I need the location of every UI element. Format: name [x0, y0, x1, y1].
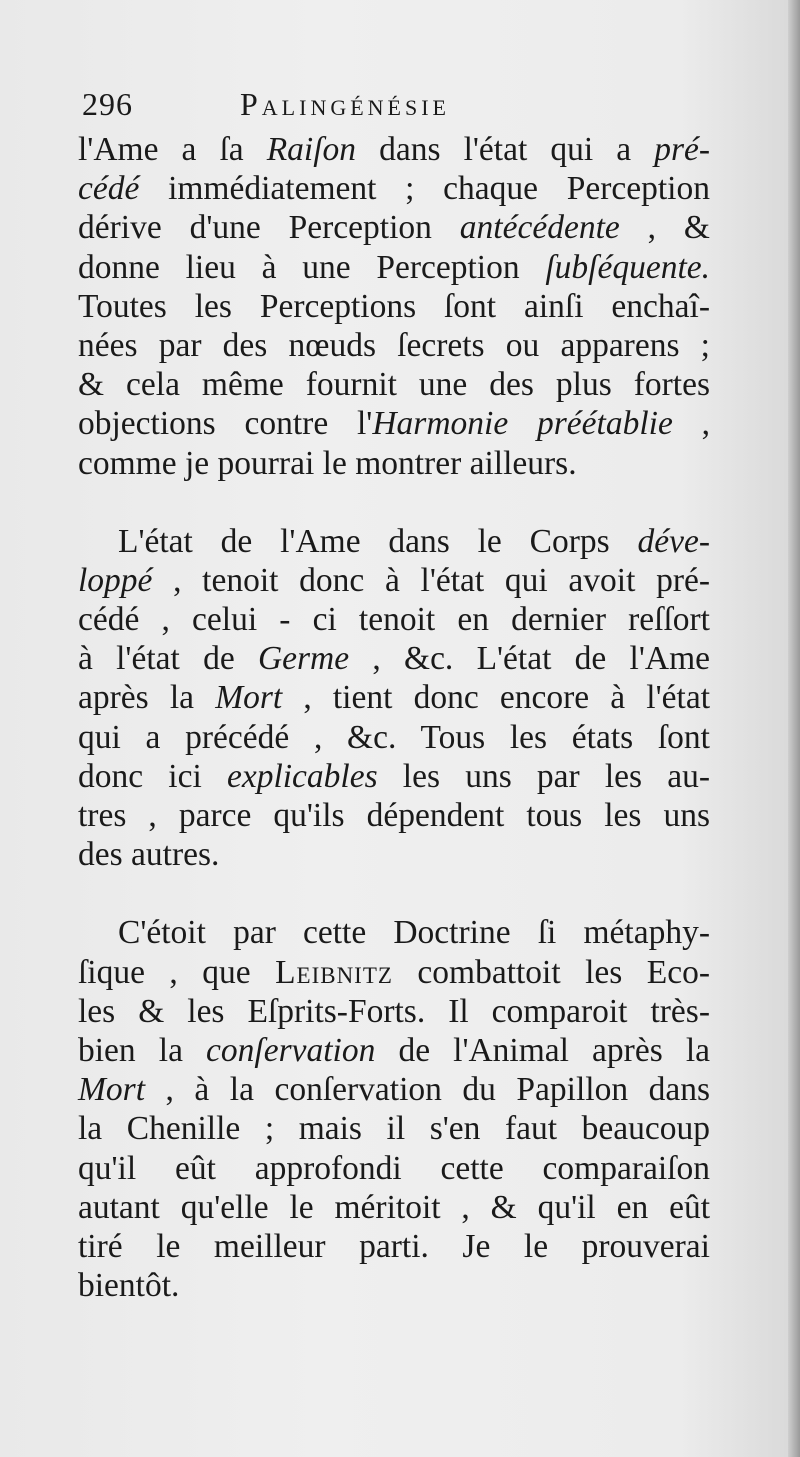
- text-line: qu'il eût approfondi cette comparaiſon: [78, 1149, 710, 1187]
- text-line: bientôt.: [78, 1267, 180, 1305]
- text-line: loppé , tenoit donc à l'état qui avoit pré-: [78, 561, 710, 599]
- text-line: nées par des nœuds ſecrets ou apparens ;: [78, 326, 710, 364]
- text-line: Toutes les Perceptions ſont ainſi enchaî-: [78, 287, 710, 325]
- running-head: Palingénésie: [240, 86, 450, 122]
- page-edge: [788, 0, 800, 1457]
- text-line: C'étoit par cette Doctrine ſi métaphy-: [118, 914, 710, 952]
- text-line: objections contre l'Harmonie préétablie ,: [78, 405, 710, 443]
- text-line: L'état de l'Ame dans le Corps déve-: [118, 522, 710, 560]
- body-text: [78, 130, 710, 1305]
- text-line: donc ici explicables les uns par les au-: [78, 757, 711, 795]
- text-line: dérive d'une Perception antécédente , &: [78, 209, 710, 247]
- paragraph-2: [78, 522, 710, 875]
- text-line: cédé , celui - ci tenoit en dernier reſſort: [78, 601, 710, 639]
- text-line: tres , parce qu'ils dépendent tous les uns: [78, 797, 710, 834]
- page-header: [82, 86, 722, 126]
- text-line: donne lieu à une Perception ſubſéquente.: [78, 248, 710, 286]
- text-line: cédé immédiatement ; chaque Perception: [78, 170, 710, 208]
- text-line: autant qu'elle le méritoit , & qu'il en eût: [78, 1188, 710, 1226]
- paragraph-1: [78, 130, 710, 483]
- text-line: bien la conſervation de l'Animal après la: [78, 1031, 710, 1069]
- text-line: après la Mort , tient donc encore à l'état: [78, 679, 710, 717]
- text-line: & cela même fournit une des plus fortes: [78, 366, 710, 404]
- text-line: ſique , que Leibnitz combattoit les Eco-: [78, 953, 710, 991]
- page-number: 296: [82, 86, 133, 122]
- text-line: Mort , à la conſervation du Papillon dans: [78, 1071, 710, 1109]
- text-line: la Chenille ; mais il s'en faut beaucoup: [78, 1110, 710, 1148]
- text-line: tiré le meilleur parti. Je le prouverai: [78, 1227, 710, 1265]
- text-line: comme je pourrai le montrer ailleurs.: [78, 444, 577, 482]
- text-line: l'Ame a ſa Raiſon dans l'état qui a pré-: [78, 131, 710, 168]
- text-line: à l'état de Germe , &c. L'état de l'Ame: [78, 640, 711, 678]
- text-line: qui a précédé , &c. Tous les états ſont: [78, 718, 710, 756]
- paragraph-3: [78, 913, 710, 1305]
- text-line: des autres.: [78, 836, 220, 874]
- text-line: les & les Eſprits-Forts. Il comparoit très-: [78, 992, 710, 1030]
